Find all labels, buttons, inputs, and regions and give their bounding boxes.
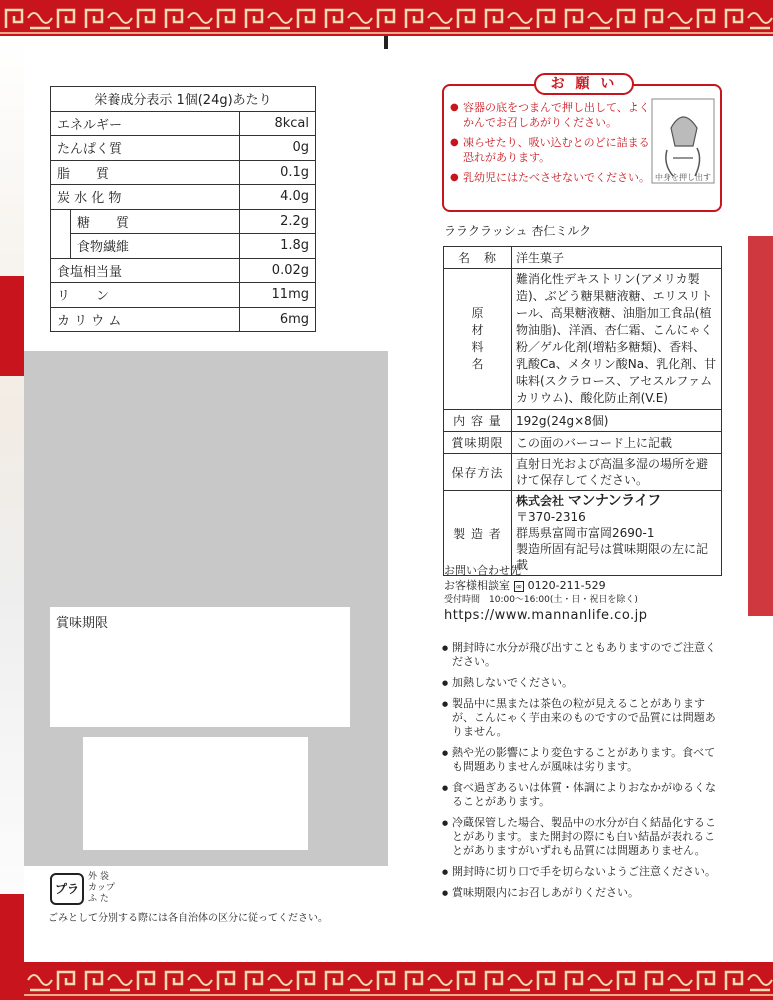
recycle-part: ふ た [88,894,109,904]
nutrition-table [50,86,316,332]
spec-label-content: 内 容 量 [444,410,512,432]
note-item: ● 加熱しないでください。 [442,676,724,690]
caution-box [442,76,722,212]
spec-label-char: 材 [471,323,484,337]
note-item: ● 冷蔵保管した場合、製品中の水分が白く結晶化することがあります。また開封の際にも白い結晶が表れることがありますがいずれも品質には問題ありません。 [442,816,724,858]
expiry-date-label: 賞味期限 [56,616,109,631]
caution-title: お 願 い [534,73,634,95]
nutrition-value: 1.8g [240,234,316,259]
nutrition-label: 食塩相当量 [51,258,240,283]
note-item: ● 熱や光の影響により変色することがあります。食べても問題ありませんが風味は劣ります。 [442,746,724,774]
contact-phone: 0120-211-529 [527,579,606,592]
product-name: ララクラッシュ 杏仁ミルク [444,224,592,238]
expiry-date-box [50,607,350,727]
caution-item: ● 凍らせたり、吸い込むとのどに詰まる恐れがあります。 [450,135,650,165]
nutrition-label: 炭 水 化 物 [51,185,240,210]
nutrition-label: たんぱく質 [51,136,240,161]
maker-company: 株式会社 [516,494,565,508]
fret-pattern-top [0,0,773,36]
note-item: ● 製品中に黒または茶色の粒が見えることがありますが、こんにゃく芋由来のものですので品質には問題ありません。 [442,697,724,739]
left-edge-decoration [0,36,24,962]
left-red-accent [0,276,24,376]
spec-label-maker: 製 造 者 [444,491,512,576]
nutrition-value: 8kcal [240,111,316,136]
note-item: ● 賞味期限内にお召しあがりください。 [442,886,724,900]
spec-label-char: 名 [471,357,484,371]
spec-value-storage: 直射日光および高温多湿の場所を避けて保存してください。 [512,454,722,491]
nutrition-header: 栄養成分表示 1個(24g)あたり [51,87,316,112]
illustration-caption: 中身を押し出す [655,173,711,182]
bottom-decorative-band [0,962,773,1000]
nutrition-indent [51,234,71,259]
nutrition-value: 0.02g [240,258,316,283]
center-registration-mark [384,36,388,49]
nutrition-label: 食物繊維 [71,234,240,259]
spec-label-ingredients [444,269,512,410]
free-dial-icon: ∞ [515,582,523,591]
right-red-accent [748,236,773,616]
maker-postal: 〒370-2316 [516,510,586,524]
nutrition-value: 11mg [240,283,316,308]
nutrition-value: 4.0g [240,185,316,210]
nutrition-label: リ ン [51,283,240,308]
recycle-part: 外 袋 [88,872,109,882]
caution-notes [442,641,724,907]
spec-value-name: 洋生菓子 [512,247,722,269]
spec-label-storage: 保存方法 [444,454,512,491]
nutrition-value: 6mg [240,307,316,332]
spec-value-ingredients: 難消化性デキストリン(アメリカ製造)、ぶどう糖果糖液糖、エリスリトール、高果糖液糖、油脂加工食品(植物油脂)、洋酒、杏仁霜、こんにゃく粉／ゲル化剤(増粘多糖類)、香料、乳酸Ca、メタリン酸Na、乳化剤、甘味料(スクラロース、アセスルファムカリウム)、酸化防止剤(V.E) [512,269,722,410]
note-item: ● 開封時に切り口で手を切らないようご注意ください。 [442,865,724,879]
spec-value-bestbefore: この面のバーコード上に記載 [512,432,722,454]
nutrition-label: 脂 質 [51,160,240,185]
contact-url[interactable]: https://www.mannanlife.co.jp [444,608,648,623]
spec-value-content: 192g(24g×8個) [512,410,722,432]
plastic-recycle-icon: プラ [50,873,84,905]
product-spec-table [443,246,722,576]
maker-address: 群馬県富岡市富岡2690-1 [516,526,655,540]
nutrition-label: エネルギー [51,111,240,136]
nutrition-value: 0.1g [240,160,316,185]
nutrition-label: カ リ ウ ム [51,307,240,332]
recycle-parts [88,872,115,905]
note-item: ● 食べ過ぎあるいは体質・体調によりおなかがゆるくなることがあります。 [442,781,724,809]
caution-item: ● 容器の底をつまんで押し出して、よくかんでお召しあがりください。 [450,100,650,130]
spec-label-bestbefore: 賞味期限 [444,432,512,454]
fret-pattern-bottom [0,962,773,1000]
spec-label-name: 名 称 [444,247,512,269]
spec-label-char: 料 [471,340,484,354]
recycle-part: カップ [88,883,115,893]
right-edge-decoration [748,36,773,962]
contact-block [444,563,648,623]
maker-brand-logo: マンナンライフ [567,493,661,509]
caution-item: ● 乳幼児にはたべさせないでください。 [450,170,650,185]
nutrition-value: 2.2g [240,209,316,234]
spec-label-char: 原 [471,306,484,320]
contact-title: お問い合わせ先 [444,564,521,577]
top-decorative-band [0,0,773,36]
contact-desk: お客様相談室 [444,579,510,592]
nutrition-value: 0g [240,136,316,161]
nutrition-indent [51,209,71,234]
blank-print-box [83,737,308,850]
nutrition-label: 糖 質 [71,209,240,234]
contact-hours: 受付時間 10:00～16:00(土・日・祝日を除く) [444,595,638,605]
caution-list [450,100,650,190]
disposal-note: ごみとして分別する際には各自治体の区分に従ってください。 [48,913,328,924]
maker-note: 製造所固有記号は賞味期限の左に記載 [516,542,709,572]
recycle-mark-group [50,872,115,905]
left-red-accent-lower [0,894,24,998]
note-item: ● 開封時に水分が飛び出すこともありますのでご注意ください。 [442,641,724,669]
